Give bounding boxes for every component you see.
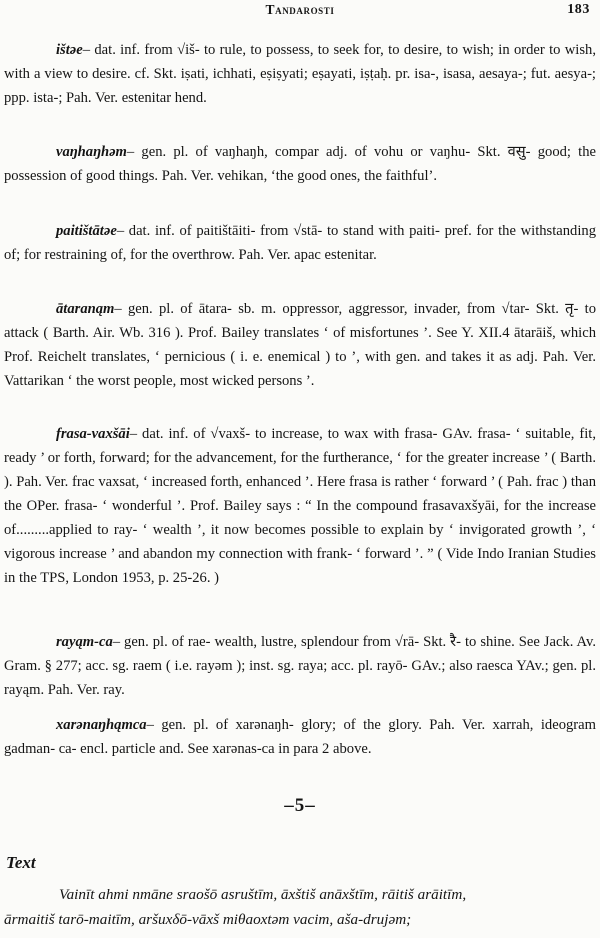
glossary-entry [4,297,596,393]
avestan-text [4,882,596,932]
entry-term: frasa-vaxšāi [56,426,130,442]
entry-term: paitištātəe [56,223,117,239]
section-number: –5– [284,795,316,816]
entry-definition: – dat. inf. from √iš- to rule, to possess, to seek for, to desire, to wish; in order to wish, with a view to desire. cf. Skt. iṣati, ichhati, eṣiṣyati; eṣayati, iṣṭaḥ. pr. isa-, isasa, aesaya-; fut. aesya-; ppp. ista-; Pah. Ver. estenitar hend. [4,42,596,106]
entry-term: ištəe [56,42,83,58]
glossary-entry [4,422,596,590]
glossary-entry [4,140,596,188]
page-header [0,2,600,22]
entry-definition: – gen. pl. of ātara- sb. m. oppressor, aggressor, invader, from √tar- Skt. तृ- to attack ( Barth. Air. Wb. 316 ). Prof. Bailey translates ‘ of misfortunes ’. See Y. XII.4 ātarāiš, which Prof. Reichelt translates, ‘ pernicious ( i. e. enemical ) to ’, with gen. and takes it as adj. Pah. Ver. Vattarikan ‘ the worst people, most wicked persons ’. [4,301,596,389]
avestan-line: Vainīt ahmi nmāne sraošō asruštīm, āxštiš anāxštīm, rāitiš arāitīm, [59,886,467,903]
page-number: 183 [567,2,590,17]
avestan-line: ārmaitiš tarō-maitīm, aršuxδō-vāxš miθaoxtəm vacim, aša-drujəm; [4,911,412,928]
glossary-entry [4,219,596,267]
entry-definition: – dat. inf. of paitištāiti- from √stā- to stand with paiti- pref. for the withstanding of; for restraining of, for the overthrow. Pah. Ver. apac estenitar. [4,223,596,263]
glossary-entry [4,38,596,110]
running-title: Tandarosti [265,2,335,17]
entry-definition: – gen. pl. of vaŋhaŋh, compar adj. of vohu or vaŋhu- Skt. वसु- good; the possession of good things. Pah. Ver. vehikan, ‘the good ones, the faithful’. [4,144,596,184]
entry-term: vaŋhaŋhəm [56,144,127,160]
glossary-entry [4,630,596,702]
entry-term: rayąm-ca [56,634,113,650]
entry-term: ātaranąm [56,301,115,317]
entry-definition: – dat. inf. of √vaxš- to increase, to wax with frasa- GAv. frasa- ‘ suitable, fit, ready ’ or forth, forward; for the advancement, for the furtherance, ‘ for the greater increase ’ ( Barth. ). Pah. Ver. frac vaxsat, ‘ increased forth, enhanced ’. Here frasa is rather ‘ forward ’ ( Pah. frac ) than the OPer. frasa- ‘ wonderful ’. Prof. Bailey says : “ In the compound frasavaxšyāi, for the increase of.........applied to ray- ‘ wealth ’, it now becomes possible to explain by ‘ invigorated growth ’, ‘ vigorous increase ’ and abandon my connection with frank- ‘ forward ’. ” ( Vide Indo Iranian Studies in the TPS, London 1953, p. 25-26. ) [4,426,596,586]
text-heading: Text [6,853,36,872]
entry-definition: – gen. pl. of rae- wealth, lustre, splendour from √rā- Skt. रै- to shine. See Jack. Av. Gram. § 277; acc. sg. raem ( i.e. rayəm ); inst. sg. raya; acc. pl. rayō- GAv.; also raesca YAv.; gen. pl. rayąm. Pah. Ver. ray. [4,634,596,698]
entry-definition: – gen. pl. of xarənaŋh- glory; of the glory. Pah. Ver. xarrah, ideogram gadman- ca- encl. particle and. See xarənas-ca in para 2 above. [4,717,596,757]
glossary-entry [4,713,596,761]
entry-term: xarənaŋhąmca [56,717,147,733]
